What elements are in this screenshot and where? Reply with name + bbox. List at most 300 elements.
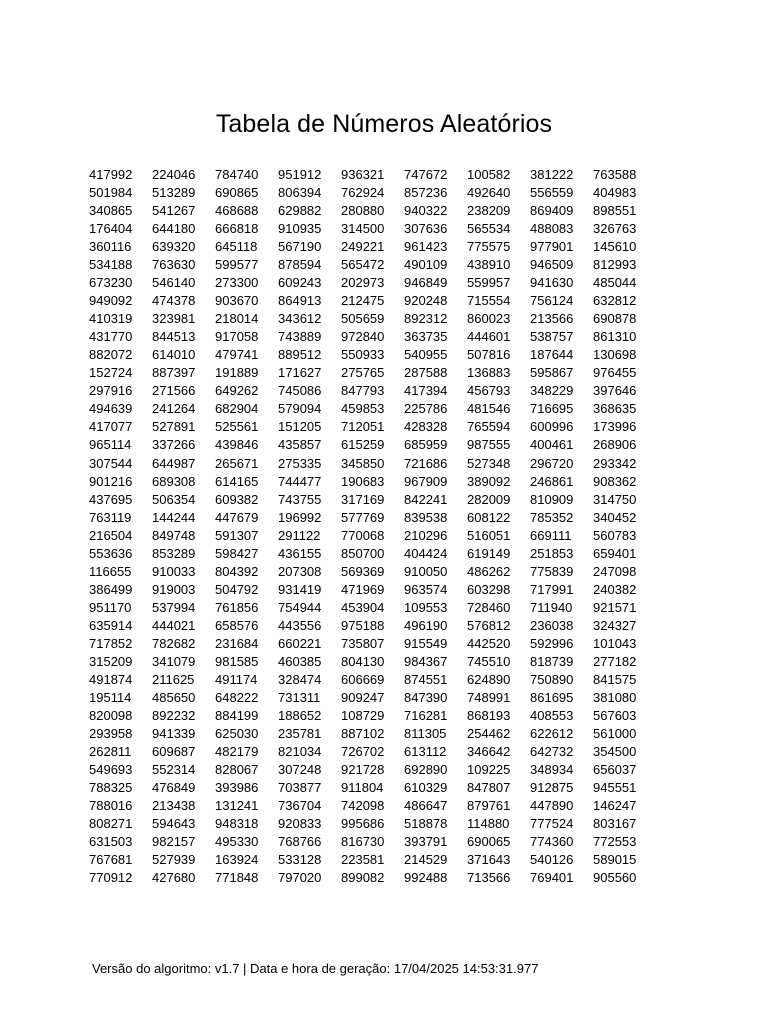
table-cell: 108729: [341, 707, 385, 723]
table-row: [89, 869, 647, 887]
table-cell: 293958: [89, 725, 133, 741]
table-cell: 599577: [215, 257, 259, 273]
table-cell: 282009: [467, 491, 511, 507]
table-row: [89, 166, 647, 184]
table-cell: 195114: [89, 689, 132, 705]
table-cell: 400461: [530, 437, 574, 453]
table-cell: 381222: [530, 167, 574, 182]
table-cell: 486647: [404, 798, 448, 814]
table-cell: 632812: [593, 293, 637, 309]
table-row: [89, 689, 647, 707]
table-cell: 919003: [152, 581, 196, 597]
random-numbers-table: [89, 166, 647, 887]
table-cell: 214529: [404, 852, 448, 868]
table-cell: 559957: [467, 275, 511, 291]
table-cell: 931419: [278, 581, 322, 597]
table-cell: 756124: [530, 293, 574, 309]
table-cell: 748991: [467, 689, 511, 705]
table-cell: 721686: [404, 455, 448, 471]
table-cell: 145610: [593, 239, 637, 255]
table-cell: 381080: [593, 689, 637, 705]
table-cell: 735807: [341, 635, 385, 651]
table-cell: 363735: [404, 329, 448, 345]
table-cell: 763588: [593, 167, 637, 182]
table-cell: 903670: [215, 293, 259, 309]
table-cell: 460385: [278, 653, 322, 669]
table-cell: 967909: [404, 473, 448, 489]
table-cell: 995686: [341, 816, 385, 832]
table-row: [89, 292, 647, 310]
table-cell: 591307: [215, 527, 259, 543]
table-cell: 622612: [530, 725, 574, 741]
table-cell: 546140: [152, 275, 196, 291]
table-cell: 444021: [152, 617, 196, 633]
table-cell: 525561: [215, 419, 259, 435]
table-cell: 190683: [341, 473, 385, 489]
table-cell: 527939: [152, 852, 196, 868]
table-row: [89, 743, 647, 761]
table-cell: 109553: [404, 599, 448, 615]
table-cell: 910033: [152, 563, 196, 579]
table-cell: 114880: [467, 816, 510, 832]
table-cell: 743889: [278, 329, 322, 345]
table-cell: 892232: [152, 707, 196, 723]
table-cell: 479741: [215, 347, 259, 363]
table-cell: 788016: [89, 798, 133, 814]
table-cell: 682904: [215, 401, 259, 417]
table-cell: 609243: [278, 275, 322, 291]
table-cell: 348934: [530, 762, 574, 778]
table-cell: 496190: [404, 617, 448, 633]
table-cell: 494639: [89, 401, 133, 417]
table-row: [89, 761, 647, 779]
table-cell: 982157: [152, 834, 196, 850]
table-cell: 131241: [215, 798, 259, 814]
table-cell: 965114: [89, 437, 132, 453]
table-row: [89, 635, 647, 653]
table-cell: 553636: [89, 545, 133, 561]
table-cell: 151205: [278, 419, 322, 435]
table-cell: 608122: [467, 509, 511, 525]
table-row: [89, 364, 647, 382]
table-cell: 501984: [89, 185, 133, 201]
table-cell: 438910: [467, 257, 511, 273]
table-cell: 625030: [215, 725, 259, 741]
table-cell: 516051: [467, 527, 511, 543]
table-cell: 417394: [404, 383, 448, 399]
table-cell: 658576: [215, 617, 259, 633]
table-row: [89, 455, 647, 473]
table-cell: 453904: [341, 599, 385, 615]
table-cell: 772553: [593, 834, 637, 850]
table-cell: 972840: [341, 329, 385, 345]
table-cell: 273300: [215, 275, 259, 291]
table-cell: 481546: [467, 401, 511, 417]
table-cell: 218014: [215, 311, 259, 327]
table-cell: 685959: [404, 437, 448, 453]
table-cell: 598427: [215, 545, 259, 561]
table-cell: 171627: [278, 365, 322, 381]
table-row: [89, 400, 647, 418]
table-cell: 346642: [467, 744, 511, 759]
table-row: [89, 779, 647, 797]
table-cell: 768766: [278, 834, 322, 850]
table-cell: 146247: [593, 798, 637, 814]
page-title: Tabela de Números Aleatórios: [215, 110, 553, 138]
table-cell: 130698: [593, 347, 637, 363]
table-cell: 540955: [404, 347, 448, 363]
table-cell: 504792: [215, 581, 259, 597]
table-cell: 763630: [152, 257, 196, 273]
table-cell: 841575: [593, 671, 637, 687]
table-cell: 613112: [404, 744, 447, 759]
table-cell: 619149: [467, 545, 511, 561]
table-cell: 492640: [467, 185, 511, 201]
table-cell: 898551: [593, 203, 637, 219]
table-cell: 614010: [152, 347, 196, 363]
table-cell: 404424: [404, 545, 448, 561]
table-cell: 692890: [404, 762, 448, 778]
table-cell: 728460: [467, 599, 511, 615]
table-cell: 861310: [593, 329, 637, 345]
table-cell: 417077: [89, 419, 133, 435]
table-row: [89, 671, 647, 689]
table-cell: 235781: [278, 725, 322, 741]
table-cell: 491874: [89, 671, 133, 687]
table-row: [89, 310, 647, 328]
table-cell: 879761: [467, 798, 511, 814]
table-cell: 518878: [404, 816, 448, 832]
table-cell: 216504: [89, 527, 133, 543]
table-cell: 917058: [215, 329, 259, 345]
table-cell: 152724: [89, 365, 133, 381]
table-row: [89, 545, 647, 563]
table-cell: 726702: [341, 744, 385, 759]
table-cell: 744477: [278, 473, 322, 489]
table-cell: 644180: [152, 221, 196, 237]
table-cell: 669111: [530, 527, 572, 543]
table-cell: 223581: [341, 852, 385, 868]
table-row: [89, 238, 647, 256]
table-cell: 712051: [341, 419, 385, 435]
table-cell: 567603: [593, 707, 637, 723]
table-row: [89, 833, 647, 851]
table-cell: 645118: [215, 239, 258, 255]
table-cell: 629882: [278, 203, 322, 219]
table-row: [89, 581, 647, 599]
table-cell: 196992: [278, 509, 322, 525]
table-cell: 277182: [593, 653, 637, 669]
table-cell: 212475: [341, 293, 385, 309]
table-cell: 899082: [341, 870, 385, 886]
table-cell: 847390: [404, 689, 448, 705]
table-row: [89, 382, 647, 400]
table-cell: 101043: [593, 635, 637, 651]
table-cell: 920248: [404, 293, 448, 309]
table-cell: 576812: [467, 617, 511, 633]
table-cell: 241264: [152, 401, 196, 417]
table-cell: 506354: [152, 491, 196, 507]
table-cell: 769401: [530, 870, 574, 886]
table-cell: 315209: [89, 653, 133, 669]
table-cell: 736704: [278, 798, 322, 814]
table-cell: 921571: [593, 599, 637, 615]
table-cell: 940322: [404, 203, 448, 219]
table-cell: 984367: [404, 653, 448, 669]
table-cell: 417992: [89, 167, 133, 182]
table-row: [89, 653, 647, 671]
table-cell: 386499: [89, 581, 133, 597]
table-cell: 777524: [530, 816, 574, 832]
table-cell: 328474: [278, 671, 322, 687]
table-cell: 474378: [152, 293, 196, 309]
table-cell: 909247: [341, 689, 385, 705]
table-cell: 785352: [530, 509, 574, 525]
table-cell: 945551: [593, 780, 637, 796]
table-cell: 788325: [89, 780, 133, 796]
table-cell: 271566: [152, 383, 196, 399]
table-cell: 595867: [530, 365, 574, 381]
table-cell: 981585: [215, 653, 259, 669]
table-cell: 491174: [215, 671, 258, 687]
table-cell: 609382: [215, 491, 259, 507]
table-cell: 109225: [467, 762, 511, 778]
table-cell: 941630: [530, 275, 574, 291]
table-cell: 887397: [152, 365, 196, 381]
table-cell: 447890: [530, 798, 574, 814]
table-cell: 850700: [341, 545, 385, 561]
table-cell: 961423: [404, 239, 448, 255]
table-cell: 742098: [341, 798, 385, 814]
table-cell: 368635: [593, 401, 637, 417]
table-cell: 762924: [341, 185, 385, 201]
table-cell: 911804: [341, 780, 384, 796]
table-cell: 770912: [89, 870, 133, 886]
table-cell: 770068: [341, 527, 385, 543]
table-cell: 577769: [341, 509, 385, 525]
table-cell: 915549: [404, 635, 448, 651]
table-cell: 763119: [89, 509, 132, 525]
table-cell: 247098: [593, 563, 637, 579]
table-cell: 889512: [278, 347, 322, 363]
table-cell: 202973: [341, 275, 385, 291]
table-cell: 537994: [152, 599, 196, 615]
table-cell: 716281: [404, 707, 448, 723]
table-cell: 782682: [152, 635, 196, 651]
table-cell: 948318: [215, 816, 259, 832]
table-cell: 317169: [341, 491, 385, 507]
table-cell: 188652: [278, 707, 322, 723]
table-cell: 847793: [341, 383, 385, 399]
table-row: [89, 599, 647, 617]
table-cell: 690878: [593, 311, 637, 327]
table-cell: 444601: [467, 329, 511, 345]
table-cell: 592996: [530, 635, 574, 651]
table-cell: 211625: [152, 671, 195, 687]
table-cell: 656037: [593, 762, 637, 778]
table-cell: 750890: [530, 671, 574, 687]
table-cell: 560783: [593, 527, 637, 543]
table-cell: 882072: [89, 347, 133, 363]
table-cell: 307248: [278, 762, 322, 778]
table-cell: 265671: [215, 455, 259, 471]
table-cell: 853289: [152, 545, 196, 561]
table-cell: 488083: [530, 221, 574, 237]
table-cell: 761856: [215, 599, 259, 615]
table-cell: 404983: [593, 185, 637, 201]
table-cell: 507816: [467, 347, 511, 363]
table-cell: 936321: [341, 167, 385, 182]
table-cell: 864913: [278, 293, 322, 309]
table-cell: 296720: [530, 455, 574, 471]
table-row: [89, 725, 647, 743]
table-cell: 540126: [530, 852, 574, 868]
table-cell: 703877: [278, 780, 322, 796]
table-cell: 642732: [530, 744, 574, 759]
table-cell: 408553: [530, 707, 574, 723]
table-cell: 314750: [593, 491, 637, 507]
table-cell: 673230: [89, 275, 133, 291]
table-cell: 901216: [89, 473, 133, 489]
table-cell: 821034: [278, 744, 322, 759]
table-row: [89, 617, 647, 635]
table-cell: 624890: [467, 671, 511, 687]
table-cell: 615259: [341, 437, 385, 453]
table-cell: 486262: [467, 563, 511, 579]
table-cell: 231684: [215, 635, 259, 651]
table-cell: 565472: [341, 257, 385, 273]
table-cell: 908362: [593, 473, 637, 489]
table-cell: 690065: [467, 834, 511, 850]
table-cell: 711940: [530, 599, 573, 615]
table-cell: 371643: [467, 852, 511, 868]
table-cell: 905560: [593, 870, 637, 886]
table-row: [89, 346, 647, 364]
table-cell: 236038: [530, 617, 574, 633]
table-cell: 839538: [404, 509, 448, 525]
table-cell: 191889: [215, 365, 259, 381]
table-cell: 775839: [530, 563, 574, 579]
table-cell: 275335: [278, 455, 322, 471]
table-cell: 648222: [215, 689, 259, 705]
table-row: [89, 473, 647, 491]
table-row: [89, 202, 647, 220]
table-cell: 307636: [404, 221, 448, 237]
table-cell: 249221: [341, 239, 385, 255]
table-row: [89, 563, 647, 581]
table-cell: 603298: [467, 581, 511, 597]
table-cell: 803167: [593, 816, 637, 832]
table-cell: 811305: [404, 725, 447, 741]
table-cell: 860023: [467, 311, 511, 327]
table-cell: 946509: [530, 257, 574, 273]
table-cell: 360116: [89, 239, 132, 255]
table-cell: 436155: [278, 545, 322, 561]
table-cell: 549693: [89, 762, 133, 778]
table-cell: 437695: [89, 491, 133, 507]
table-cell: 468688: [215, 203, 259, 219]
table-cell: 639320: [152, 239, 196, 255]
table-cell: 340452: [593, 509, 637, 525]
table-cell: 348229: [530, 383, 574, 399]
table-cell: 163924: [215, 852, 259, 868]
table-cell: 609687: [152, 744, 196, 759]
table-cell: 743755: [278, 491, 322, 507]
table-cell: 754944: [278, 599, 322, 615]
table-cell: 774360: [530, 834, 574, 850]
table-cell: 874551: [404, 671, 448, 687]
table-cell: 297916: [89, 383, 133, 399]
table-cell: 144244: [152, 509, 196, 525]
table-cell: 443556: [278, 617, 322, 633]
table-cell: 644987: [152, 455, 196, 471]
table-cell: 176404: [89, 221, 133, 237]
table-cell: 808271: [89, 816, 133, 832]
table-cell: 116655: [89, 563, 132, 579]
table-cell: 600996: [530, 419, 574, 435]
table-cell: 804392: [215, 563, 259, 579]
table-cell: 280880: [341, 203, 385, 219]
table-cell: 731311: [278, 689, 321, 705]
table-row: [89, 274, 647, 292]
table-row: [89, 851, 647, 869]
table-cell: 552314: [152, 762, 196, 778]
table-row: [89, 509, 647, 527]
table-cell: 238209: [467, 203, 511, 219]
table-row: [89, 527, 647, 545]
table-cell: 459853: [341, 401, 385, 417]
footer-version-info: Versão do algoritmo: v1.7 | Data e hora de geração: 17/04/2025 14:53:31.977: [92, 961, 539, 976]
table-cell: 635914: [89, 617, 133, 633]
table-cell: 389092: [467, 473, 511, 489]
table-cell: 393986: [215, 780, 259, 796]
table-cell: 713566: [467, 870, 511, 886]
table-cell: 213438: [152, 798, 196, 814]
table-cell: 784740: [215, 167, 259, 182]
table-cell: 428328: [404, 419, 448, 435]
table-row: [89, 220, 647, 238]
table-cell: 589015: [593, 852, 637, 868]
table-cell: 963574: [404, 581, 448, 597]
table-cell: 435857: [278, 437, 322, 453]
table-cell: 447679: [215, 509, 259, 525]
table-cell: 251853: [530, 545, 574, 561]
table-cell: 717852: [89, 635, 133, 651]
table-row: [89, 815, 647, 833]
table-cell: 828067: [215, 762, 259, 778]
table-cell: 490109: [404, 257, 448, 273]
table-cell: 393791: [404, 834, 448, 850]
table-cell: 951912: [278, 167, 322, 182]
table-cell: 884199: [215, 707, 259, 723]
table-cell: 610329: [404, 780, 448, 796]
table-cell: 921728: [341, 762, 385, 778]
table-cell: 240382: [593, 581, 637, 597]
table-row: [89, 256, 647, 274]
table-cell: 550933: [341, 347, 385, 363]
table-cell: 505659: [341, 311, 385, 327]
table-cell: 767681: [89, 852, 133, 868]
table-cell: 818739: [530, 653, 574, 669]
table-cell: 307544: [89, 455, 133, 471]
table-cell: 912875: [530, 780, 574, 796]
table-cell: 987555: [467, 437, 511, 453]
table-cell: 136883: [467, 365, 511, 381]
table-cell: 439846: [215, 437, 259, 453]
table-cell: 471969: [341, 581, 385, 597]
table-cell: 482179: [215, 744, 259, 759]
table-cell: 561000: [593, 725, 637, 741]
